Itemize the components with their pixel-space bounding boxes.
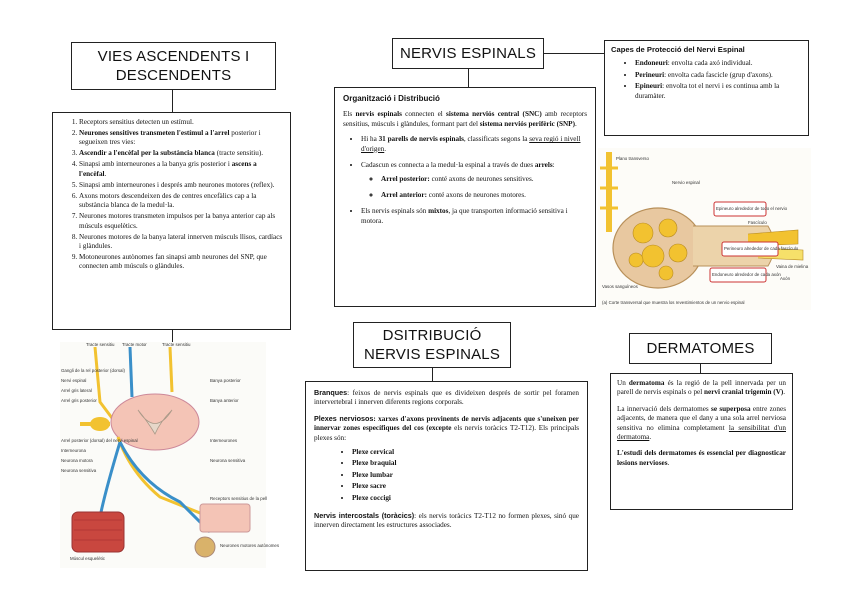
vies-step: 6. Axons motors descendeixen des de centres encefàlics cap a la substància blanca de la medul·la.: [79, 192, 284, 211]
capes-item: • Endoneuri: envolta cada axó individual.: [635, 59, 802, 68]
fig-label-16: Receptors sensitius de la pell: [210, 496, 268, 501]
distribucio-title: DSITRIBUCIÓ NERVIS ESPINALS: [363, 327, 501, 363]
distribucio-title-box: [353, 322, 511, 368]
vies-title-box: [71, 42, 276, 90]
dermatomes-overlap: La innervació dels dermatomes se superposa entre zones adjacents, de manera que el dany a una sola arrel nerviosa sensitiva no elimina completament la sensibilitat d'un dermatoma.: [617, 404, 786, 442]
fig-label-10: Neurona motora: [61, 458, 93, 463]
capes-item: • Perineuri: envolta cada fascicle (grup d'axons).: [635, 71, 802, 80]
fig-label-5: Nervi espinal: [61, 378, 87, 383]
dermatomes-diagnosis: L'estudi dels dermatomes és essencial per diagnosticar lesions nervioses.: [617, 449, 786, 467]
nerve-fig-label-2: Nervio espinal: [672, 180, 700, 185]
capes-title: Capes de Protecció del Nervi Espinal: [611, 45, 745, 54]
organitzacio-intro: Els nervis espinals connecten el sistema nerviós central (SNC) amb receptors sensitius, músculs i glàndules, formant part del sistema nerviós perifèric (SNP).: [343, 110, 587, 128]
fig-label-17: Neurones motores autònomes: [220, 543, 280, 548]
nerve-fig-label-4: Fascículo: [748, 220, 767, 225]
fig-label-8: Arrel posterior (dorsal) del nervi espinal: [61, 438, 138, 443]
capes-box: [604, 40, 809, 136]
bullet-arrels: • Cadascun es connecta a la medul·la espinal a través de dues arrels: ◦ Arrel posterior: conté axons de neurones sensitives. ◦ Arrel anterior: conté axons de neurones motores.: [361, 161, 587, 200]
nerve-fig-label-9: Axón: [780, 276, 791, 281]
vies-step: 4. Sinapsi amb interneurones a la banya gris posterior i ascens a l'encèfal.: [79, 160, 284, 179]
plex-item: • Plexe sacre: [352, 482, 579, 491]
plex-item: • Plexe cervical: [352, 448, 579, 457]
connector-vies-figure: [172, 330, 173, 342]
vies-step: 5. Sinapsi amb interneurones i després amb neurones motores (reflex).: [79, 181, 284, 190]
plex-item: • Plexe braquial: [352, 459, 579, 468]
fig-label-14: Interneurones: [210, 438, 238, 443]
nerve-fig-label-8: Endoneuro alrededor de cada axón: [712, 272, 781, 277]
fig-label-3: Tracte sensitiu: [162, 342, 191, 347]
fig-label-4: Gangli de la rel posterior (dorsal): [61, 368, 125, 373]
vies-step: 8. Neurones motores de la banya lateral innerven músculs llisos, cardíacs i glàndules.: [79, 233, 284, 252]
distribucio-box: [305, 381, 588, 571]
vies-title: VIES ASCENDENTS I DESCENDENTS: [97, 48, 250, 84]
nerve-fig-label-6: Vasos sanguíneos: [602, 284, 638, 289]
branques-text: Branques: feixos de nervis espinals que es divideixen després de sortir pel foramen intervertebral i innerven diferents regions corporals.: [314, 388, 579, 407]
bullet-31-parells: • Hi ha 31 parells de nervis espinals, classificats segons la seva regió i nivell d'origen.: [361, 135, 587, 154]
bullet-mixtos: • Els nervis espinals són mixtos, ja que transporten informació sensitiva i motora.: [361, 207, 587, 226]
vies-step: 1. Receptors sensitius detecten un estímul.: [79, 118, 284, 127]
nerve-layers-figure: [598, 148, 811, 310]
vies-step: 2. Neurones sensitives transmeten l'estímul a l'arrel posterior i segueixen tres vies:: [79, 129, 284, 148]
plex-item: • Plexe coccigi: [352, 494, 579, 503]
fig-label-9: Interneurona: [61, 448, 86, 453]
plex-item: • Plexe lumbar: [352, 471, 579, 480]
dermatomes-title: DERMATOMES: [646, 340, 755, 357]
organitzacio-title: Organització i Distribució: [343, 94, 440, 103]
plexes-text: Plexes nerviosos: xarxes d'axons provinents de nervis adjacents que s'uneixen per innervar zones específiques del cos (excepte els nervis toràcics T2-T12). Els principals plexes són:: [314, 413, 580, 442]
fig-label-12: Banya posterior: [210, 378, 241, 383]
plex-list: [314, 448, 579, 503]
spinal-pathways-figure: [60, 342, 280, 568]
fig-label-13: Banya anterior: [210, 398, 239, 403]
nerve-fig-label-7: Vaina de mielina: [776, 264, 809, 269]
connector-nervis-org: [468, 69, 469, 87]
fig-label-11: Neurona sensitiva: [61, 468, 97, 473]
connector-dermatomes: [700, 364, 701, 373]
vies-step: 9. Motoneurones autònomes fan sinapsi amb neurones del SNP, que connecten amb músculs o glàndules.: [79, 253, 284, 272]
fig-label-15: Neurona sensitiva: [210, 458, 246, 463]
dermatomes-box: [610, 373, 793, 510]
connector-vies: [172, 90, 173, 112]
nervis-title-box: [392, 38, 544, 69]
sub-arrel-anterior: ◦ Arrel anterior: conté axons de neurones motores.: [381, 191, 587, 200]
vies-step: 3. Ascendir a l'encèfal per la substància blanca (tracte sensitiu).: [79, 149, 284, 158]
connector-distribucio: [432, 368, 433, 381]
fig-label-1: Tracte sensitiu: [86, 342, 115, 347]
fig-label-7: Arrel gris posterior: [61, 398, 97, 403]
vies-steps-box: [52, 112, 291, 330]
vies-steps-list: [59, 118, 284, 272]
nervis-title: NERVIS ESPINALS: [399, 45, 537, 62]
capes-list: [611, 59, 802, 101]
nerve-fig-label-1: Plano transverso: [616, 156, 649, 161]
fig-label-6: Arrel gris lateral: [61, 388, 92, 393]
intercostals-text: Nervis intercostals (toràcics): els nervis toràcics T2-T12 no formen plexes, sinó que innerven directament les estructures associades.: [314, 511, 579, 530]
fig-label-18: Múscul esquelètic: [70, 556, 105, 561]
nerve-fig-label-5: Perineuro alrededor de cada fascículo: [724, 246, 799, 251]
dermatomes-title-box: [629, 333, 772, 364]
capes-item: • Epineuri: envolta tot el nervi i es continua amb la duramàter.: [635, 82, 802, 101]
nerve-fig-caption: (a) Corte transversal que muestra los revestimientos de un nervio espinal: [602, 300, 745, 305]
connector-nervis-capes: [544, 53, 604, 54]
dermatomes-def: Un dermatoma és la regió de la pell innervada per un parell de nervis espinals o pel nervi cranial trigemin (V).: [617, 379, 786, 397]
nerve-fig-label-3: Epineuro alrededor de todo el nervio: [716, 206, 788, 211]
fig-label-2: Tracte motor: [122, 342, 147, 347]
organitzacio-box: [334, 87, 596, 307]
sub-arrel-posterior: ◦ Arrel posterior: conté axons de neurones sensitives.: [381, 175, 587, 184]
vies-step: 7. Neurones motores transmeten impulsos per la banya anterior cap als músculs esquelètics.: [79, 212, 284, 231]
